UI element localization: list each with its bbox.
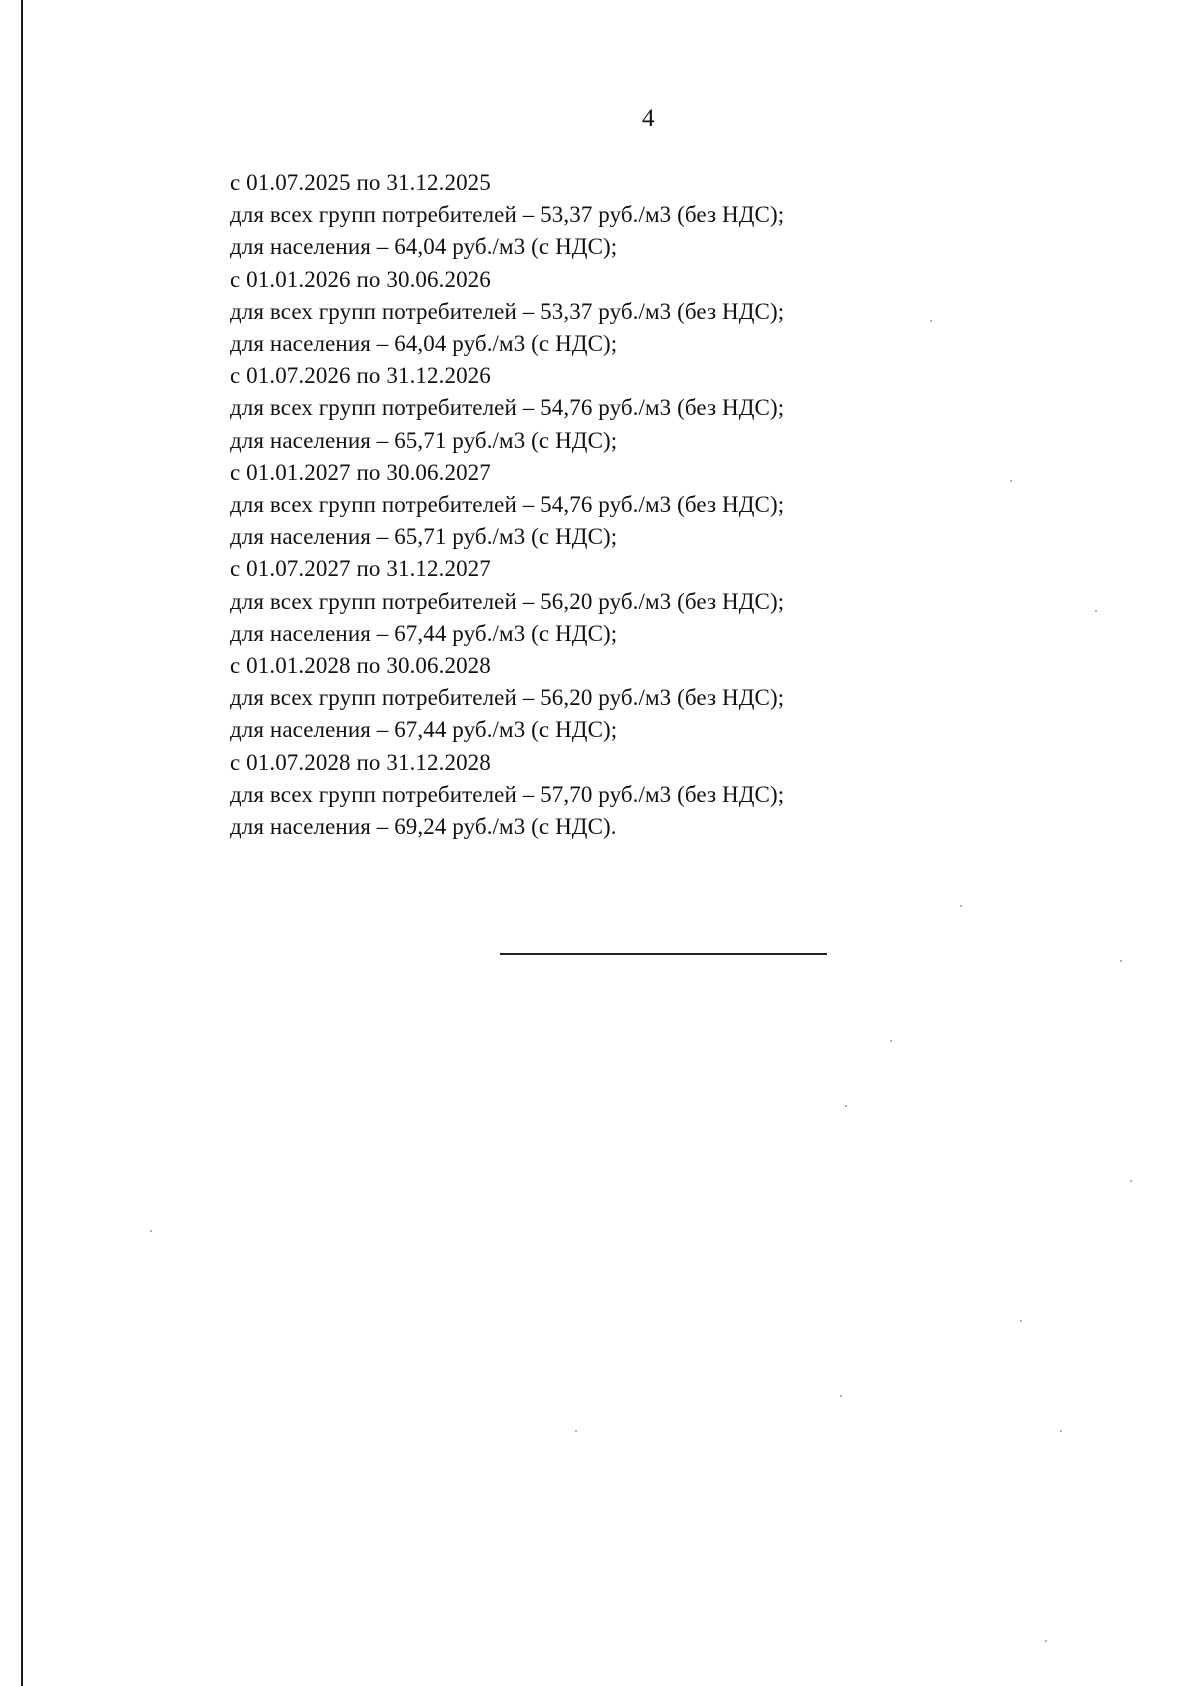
tariff-line-all-consumers: для всех групп потребителей – 53,37 руб./м3 (без НДС); [230, 298, 785, 324]
scan-speck [1120, 960, 1122, 962]
page-number: 4 [642, 105, 655, 132]
scan-speck [890, 1040, 892, 1042]
scan-speck [150, 1230, 152, 1232]
scan-speck [845, 1105, 847, 1107]
scan-speck [930, 320, 932, 322]
scan-speck [1045, 1640, 1047, 1642]
tariff-line-population: для населения – 69,24 руб./м3 (с НДС). [230, 814, 617, 840]
period-line: с 01.07.2027 по 31.12.2027 [230, 556, 491, 582]
period-line: с 01.01.2026 по 30.06.2026 [230, 266, 491, 292]
tariff-line-population: для населения – 65,71 руб./м3 (с НДС); [230, 427, 618, 453]
period-line: с 01.07.2025 по 31.12.2025 [230, 170, 491, 195]
period-line: с 01.07.2026 по 31.12.2026 [230, 363, 491, 389]
tariff-line-all-consumers: для всех групп потребителей – 54,76 руб./м3 (без НДС); [230, 395, 785, 421]
tariff-line-all-consumers: для всех групп потребителей – 54,76 руб./м3 (без НДС); [230, 492, 785, 518]
scan-speck [1060, 1430, 1062, 1432]
tariff-line-population: для населения – 64,04 руб./м3 (с НДС); [230, 234, 618, 260]
tariff-line-all-consumers: для всех групп потребителей – 57,70 руб./м3 (без НДС); [230, 781, 785, 807]
tariff-line-all-consumers: для всех групп потребителей – 53,37 руб./м3 (без НДС); [230, 202, 785, 228]
period-line: с 01.01.2027 по 30.06.2027 [230, 459, 491, 485]
tariff-line-population: для населения – 64,04 руб./м3 (с НДС); [230, 331, 618, 357]
tariff-line-population: для населения – 65,71 руб./м3 (с НДС); [230, 524, 618, 550]
tariff-schedule [230, 167, 870, 843]
tariff-line-all-consumers: для всех групп потребителей – 56,20 руб./м3 (без НДС); [230, 588, 785, 614]
period-line: с 01.01.2028 по 30.06.2028 [230, 653, 491, 679]
closing-rule [500, 953, 827, 955]
binding-edge-line [21, 0, 23, 1686]
tariff-line-population: для населения – 67,44 руб./м3 (с НДС); [230, 620, 618, 646]
scan-speck [1095, 610, 1097, 612]
scan-speck [840, 1395, 842, 1397]
scan-speck [575, 1430, 577, 1432]
scan-speck [1130, 1180, 1132, 1182]
tariff-line-all-consumers: для всех групп потребителей – 56,20 руб./м3 (без НДС); [230, 685, 785, 711]
tariff-line-population: для населения – 67,44 руб./м3 (с НДС); [230, 717, 618, 743]
scan-speck [960, 905, 962, 907]
scan-speck [1020, 1320, 1022, 1322]
scan-speck [1010, 480, 1012, 482]
period-line: с 01.07.2028 по 31.12.2028 [230, 749, 491, 775]
